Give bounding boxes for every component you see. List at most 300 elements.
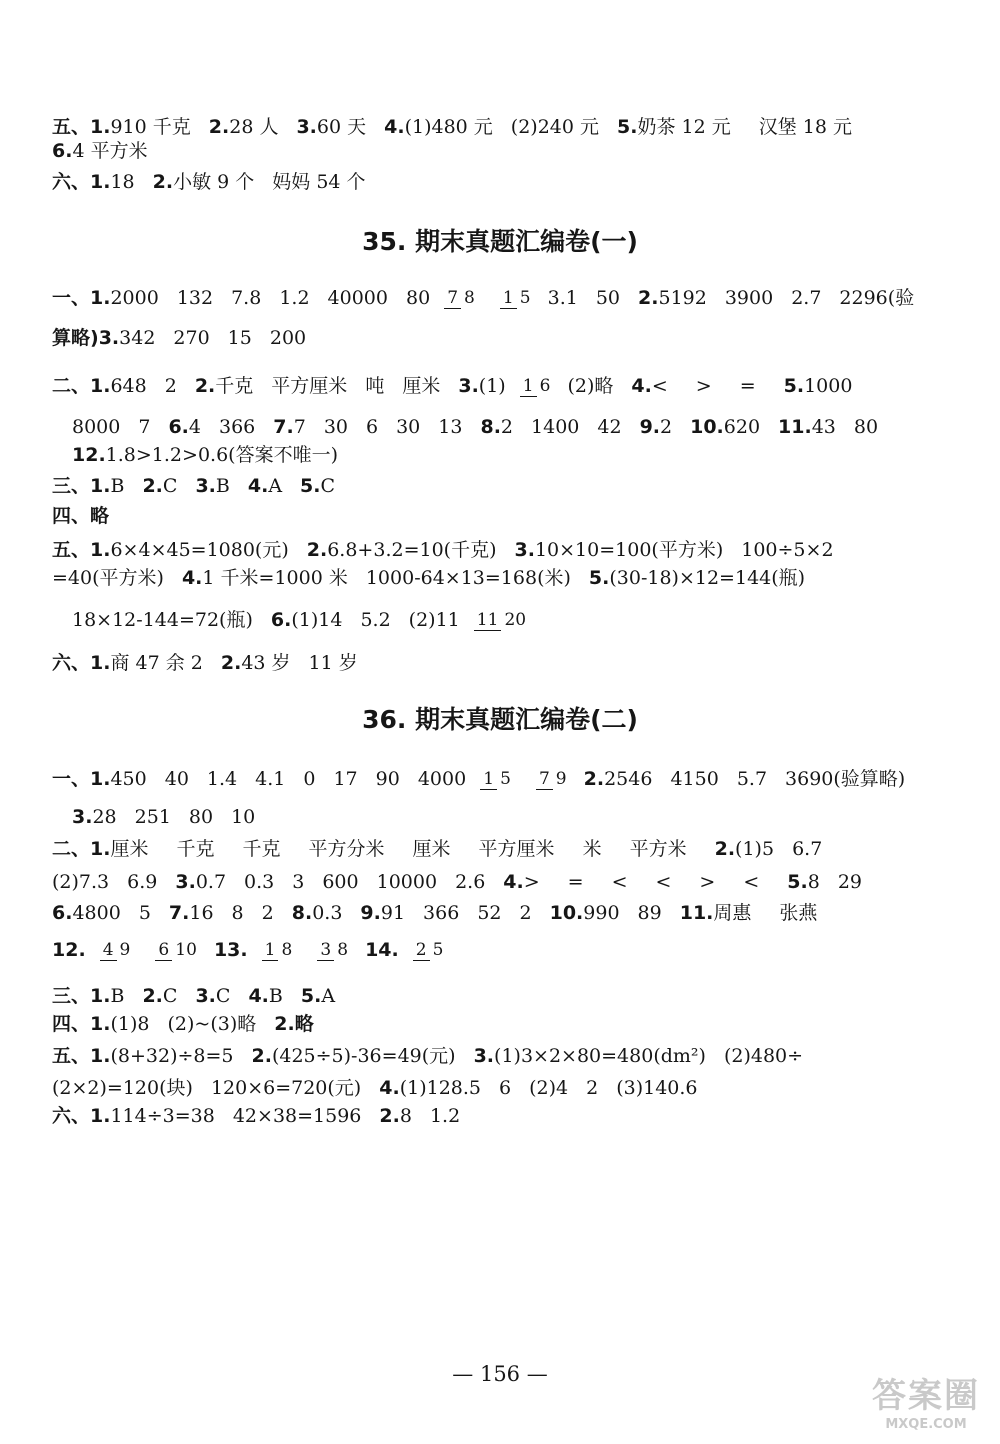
answer: 366 [219, 416, 256, 438]
answer: 270 [173, 327, 210, 349]
answer: 600 [322, 871, 359, 893]
q-num: 1. [90, 1045, 111, 1067]
q-num: 3. [296, 116, 317, 138]
fraction [500, 288, 534, 308]
q-num: 1. [90, 768, 111, 790]
numerator: 1 [480, 769, 497, 790]
answer-line [52, 472, 960, 499]
q-num: 1. [90, 652, 111, 674]
answer: 91 [380, 902, 406, 924]
answer: 6 [499, 1077, 512, 1099]
answer-line [52, 1102, 960, 1129]
answer: 132 [176, 287, 214, 309]
q-num: 4. [384, 116, 405, 138]
answer: 28 人 [229, 116, 279, 138]
answer: 千克 [215, 375, 254, 397]
answer: < [611, 871, 628, 893]
q-num: 2. [251, 1045, 272, 1067]
q-num: 3. [195, 985, 216, 1007]
q-num: 1. [90, 985, 111, 1007]
answer: 90 [375, 768, 400, 790]
denominator: 8 [281, 940, 293, 960]
answer: 小敏 9 个 [173, 171, 255, 193]
q-num: 1. [90, 539, 111, 561]
numerator: 6 [155, 940, 172, 961]
answer: 50 [595, 287, 621, 309]
answer: B [215, 475, 230, 497]
answer: 4.1 [255, 768, 286, 790]
answer: 30 [396, 416, 421, 438]
q-num: 8. [291, 902, 313, 924]
answer: 0.3 [312, 902, 343, 924]
answer: 2 [164, 375, 177, 397]
numerator: 4 [100, 940, 117, 961]
answer-line [52, 982, 960, 1009]
q-num: 7. [168, 902, 190, 924]
denominator: 5 [500, 769, 511, 789]
answer: 6.7 [792, 838, 823, 860]
q-num: 5. [300, 475, 321, 497]
answer: (2×2)=120(块) [52, 1077, 193, 1099]
q-num: 1. [90, 375, 111, 397]
answer: 29 [837, 871, 862, 893]
q-num: 3. [72, 806, 93, 828]
answer: B [110, 475, 125, 497]
answer-line [52, 765, 960, 792]
answer: (8+32)÷8=5 [110, 1045, 234, 1067]
answer: 8 [399, 1105, 412, 1127]
answer-line [52, 372, 960, 399]
answer: 89 [637, 902, 662, 924]
answer: 2 [660, 416, 673, 438]
answer: (1)14 [291, 609, 343, 631]
section-label: 二、 [52, 838, 91, 860]
answer-line [52, 1010, 960, 1037]
numerator: 11 [474, 610, 502, 631]
section-label: 三、 [52, 985, 91, 1007]
answer: 30 [323, 416, 348, 438]
answer: (1)5 [735, 838, 775, 860]
answer: 80 [188, 806, 214, 828]
answer: (2)480÷ [723, 1045, 804, 1067]
q-num: 3. [175, 871, 196, 893]
answer-line [72, 441, 960, 468]
answer: 6.9 [127, 871, 158, 893]
q-num: 4. [379, 1077, 400, 1099]
answer: (1) [478, 375, 506, 397]
answer: (1)480 元 [404, 116, 493, 138]
answer: (30-18)×12=144(瓶) [609, 567, 806, 589]
answer: 0.3 [244, 871, 275, 893]
answer: 厘米 [412, 838, 451, 860]
answer: 6×4×45=1080(元) [110, 539, 289, 561]
answer: 1.2 [429, 1105, 461, 1127]
q-num: 1. [90, 838, 111, 860]
answer: 吨 [365, 375, 385, 397]
answer: C [162, 475, 178, 497]
answer: 5 [138, 902, 151, 924]
numerator: 7 [444, 288, 461, 309]
section-label: 六、 [52, 1105, 91, 1127]
answer: 7.8 [231, 287, 262, 309]
denominator: 9 [555, 769, 567, 789]
answer: 妈妈 54 个 [272, 171, 366, 193]
q-num: 2. [638, 287, 659, 309]
q-num: 1. [90, 475, 111, 497]
answer: 100÷5×2 [741, 539, 834, 561]
answer: A [268, 475, 283, 497]
answer: < [651, 375, 668, 397]
answer: 厘米 [402, 375, 441, 397]
fraction [474, 610, 529, 630]
answer: 商 47 余 2 [110, 652, 203, 674]
q-num: 2. [714, 838, 736, 860]
answer: 千克 [242, 838, 281, 860]
q-num: 1. [90, 1013, 111, 1035]
q-num: 1. [90, 116, 111, 138]
q-num: 5. [783, 375, 805, 397]
answer: 2546 [604, 768, 653, 790]
answer: 120×6=720(元) [210, 1077, 362, 1099]
denominator: 6 [539, 376, 551, 396]
section-title: 35. 期末真题汇编卷(一) [362, 227, 638, 256]
answer-line [52, 502, 960, 529]
answer: 450 [110, 768, 147, 790]
answer: 42 [597, 416, 622, 438]
answer: 990 [583, 902, 620, 924]
answer: (2)~(3)略 [167, 1013, 257, 1035]
q-num: 11. [679, 902, 714, 924]
answer-line [72, 803, 960, 830]
q-num: 12. [52, 939, 86, 961]
denominator: 8 [464, 288, 475, 308]
fraction [520, 376, 554, 396]
answer: 1400 [531, 416, 580, 438]
q-num: 2. [379, 1105, 400, 1127]
q-num: 3. [458, 375, 479, 397]
answer: 10×10=100(平方米) [534, 539, 724, 561]
q-num: 2. [208, 116, 230, 138]
answer: 6 [366, 416, 379, 438]
section-label: 六、 [52, 652, 91, 674]
denominator: 5 [519, 288, 531, 308]
fraction [536, 769, 570, 789]
answer-line [72, 413, 960, 440]
answer: 2 [261, 902, 274, 924]
answer: 3690(验算略) [785, 768, 906, 790]
numerator: 2 [413, 940, 430, 961]
numerator: 1 [500, 288, 517, 309]
answer: 5.7 [736, 768, 768, 790]
answer: 1.4 [206, 768, 238, 790]
answer: 3 [292, 871, 305, 893]
answer: < [743, 871, 760, 893]
q-num: 2. [152, 171, 174, 193]
q-num: 14. [365, 939, 399, 961]
answer: 4 平方米 [72, 140, 148, 162]
answer: 8 [231, 902, 244, 924]
answer: 2.6 [455, 871, 486, 893]
answer: 366 [423, 902, 460, 924]
answer: 80 [405, 287, 431, 309]
q-num: 1. [90, 287, 111, 309]
answer: 2 [500, 416, 514, 438]
answer: C [320, 475, 336, 497]
answer: 平方厘米 [478, 838, 555, 860]
answer: = [567, 871, 584, 893]
answer: 奶茶 12 元 [637, 116, 731, 138]
section-label: 四、 [52, 1013, 91, 1035]
answer: A [321, 985, 336, 1007]
answer: 5.2 [360, 609, 391, 631]
answer: (1)8 [110, 1013, 150, 1035]
q-num: 7. [273, 416, 294, 438]
section-label: 三、 [52, 475, 91, 497]
answer: 42×38=1596 [232, 1105, 362, 1127]
answer: 1.8>1.2>0.6(答案不唯一) [105, 444, 338, 466]
answer: 40 [164, 768, 189, 790]
answer: 620 [723, 416, 761, 438]
answer: > [695, 375, 712, 397]
watermark-text: 答案圈 [872, 1376, 980, 1416]
answer: (2)11 [408, 609, 460, 631]
answer: 40000 [327, 287, 388, 309]
section-label: 二、 [52, 375, 91, 397]
answer: 18×12-144=72(瓶) [72, 609, 253, 631]
q-num: 10. [549, 902, 584, 924]
answer: 4800 [72, 902, 121, 924]
section-title: 36. 期末真题汇编卷(二) [362, 705, 638, 734]
answer-line [52, 284, 960, 311]
answer: 算略) [52, 327, 99, 349]
answer: 千克 [176, 838, 215, 860]
answer-line [52, 936, 960, 963]
answer: 28 [92, 806, 117, 828]
section-label: 一、 [52, 287, 91, 309]
fraction [100, 940, 134, 960]
answer: 8000 [72, 416, 121, 438]
q-num: 2. [306, 539, 328, 561]
answer: C [162, 985, 178, 1007]
q-num: 4. [181, 567, 203, 589]
answer-line [72, 606, 960, 633]
answer: 114÷3=38 [110, 1105, 215, 1127]
answer: 平方米 [629, 838, 687, 860]
answer: 200 [269, 327, 307, 349]
q-num: 4. [631, 375, 652, 397]
answer: = [739, 375, 756, 397]
answer: 0 [303, 768, 316, 790]
answer: 8 [807, 871, 820, 893]
q-num: 3. [98, 327, 120, 349]
q-num: 13. [213, 939, 248, 961]
q-num: 6. [52, 902, 73, 924]
denominator: 8 [337, 940, 349, 960]
denominator: 5 [432, 940, 444, 960]
q-num: 2. [194, 375, 216, 397]
answer: (1)3×2×80=480(dm²) [494, 1045, 706, 1067]
watermark-url: MXQE.COM [885, 1417, 967, 1432]
answer: 11 岁 [308, 652, 358, 674]
answer: 60 天 [316, 116, 367, 138]
answer-line [52, 168, 960, 195]
section-label: 五、 [52, 116, 91, 138]
q-num: 9. [639, 416, 661, 438]
answer: 648 [110, 375, 147, 397]
answer: 厘米 [110, 838, 149, 860]
answer: 10000 [376, 871, 438, 893]
answer: B [268, 985, 283, 1007]
answer: 10 [231, 806, 256, 828]
answer: 4150 [670, 768, 719, 790]
answer: 52 [477, 902, 502, 924]
answer: 43 [811, 416, 836, 438]
q-num: 5. [300, 985, 322, 1007]
answer: 910 千克 [110, 116, 191, 138]
answer: 平方分米 [308, 838, 385, 860]
denominator: 9 [119, 940, 131, 960]
section-label: 五、 [52, 1045, 91, 1067]
answer: 张燕 [779, 902, 818, 924]
answer: 7 [138, 416, 151, 438]
answer-line [52, 835, 960, 862]
answer: C [215, 985, 231, 1007]
answer-line [52, 536, 960, 563]
answer: 1000-64×13=168(米) [365, 567, 571, 589]
answer: 17 [333, 768, 358, 790]
answer-line [52, 1074, 960, 1101]
q-num: 2. [142, 985, 163, 1007]
q-num: 6. [168, 416, 189, 438]
answer: 342 [119, 327, 156, 349]
q-num: 1. [90, 171, 111, 193]
answer: (2)4 [529, 1077, 569, 1099]
fraction [413, 940, 447, 960]
answer-line [52, 113, 960, 140]
answer: (2)7.3 [52, 871, 110, 893]
q-num: 2. [274, 1013, 295, 1035]
watermark-logo [866, 1368, 986, 1432]
answer-line [52, 868, 960, 895]
answer: 汉堡 18 元 [758, 116, 852, 138]
fraction [262, 940, 296, 960]
q-num: 12. [72, 444, 106, 466]
answer-line [52, 1042, 960, 1069]
fraction [317, 940, 351, 960]
answer: 2 [586, 1077, 599, 1099]
answer-line [52, 564, 960, 591]
q-num: 2. [142, 475, 163, 497]
q-num: 1. [90, 1105, 111, 1127]
numerator: 1 [262, 940, 279, 961]
answer: 周惠 [713, 902, 752, 924]
answer: 平方厘米 [271, 375, 348, 397]
answer: 13 [438, 416, 463, 438]
q-num: 2. [583, 768, 605, 790]
answer: 1000 [804, 375, 853, 397]
answer: 0.7 [195, 871, 227, 893]
answer: (2)略 [567, 375, 614, 397]
answer: 2000 [110, 287, 159, 309]
answer-line [52, 324, 960, 351]
answer: (2)240 元 [510, 116, 600, 138]
q-num: 6. [270, 609, 292, 631]
answer: 80 [853, 416, 879, 438]
answer: 略 [90, 505, 110, 527]
section-label: 六、 [52, 171, 91, 193]
section-label: 四、 [52, 505, 91, 527]
q-num: 3. [514, 539, 535, 561]
answer: (1)128.5 [399, 1077, 481, 1099]
answer: 15 [227, 327, 252, 349]
fraction [444, 288, 478, 308]
answer: 2.7 [791, 287, 822, 309]
answer: 16 [189, 902, 214, 924]
answer: 2 [519, 902, 532, 924]
answer: (425÷5)-36=49(元) [271, 1045, 456, 1067]
answer-line [52, 899, 960, 926]
q-num: 11. [778, 416, 812, 438]
answer: B [110, 985, 125, 1007]
answer: 1 千米=1000 米 [202, 567, 348, 589]
answer: 米 [582, 838, 602, 860]
q-num: 8. [480, 416, 501, 438]
answer: 4000 [417, 768, 467, 790]
answer-line [52, 137, 960, 164]
q-num: 3. [195, 475, 216, 497]
q-num: 10. [690, 416, 724, 438]
q-num: 5. [787, 871, 808, 893]
answer: 7 [293, 416, 306, 438]
q-num: 5. [617, 116, 638, 138]
q-num: 4. [503, 871, 524, 893]
q-num: 9. [360, 902, 381, 924]
answer: > [699, 871, 716, 893]
answer: 3900 [724, 287, 774, 309]
q-num: 5. [588, 567, 610, 589]
section-label: 五、 [52, 539, 91, 561]
fraction [480, 769, 514, 789]
answer-line [52, 649, 960, 676]
answer: (3)140.6 [616, 1077, 698, 1099]
answer: 3.1 [547, 287, 578, 309]
answer: 18 [110, 171, 135, 193]
answer: 43 岁 [241, 652, 291, 674]
answer: 4 [188, 416, 201, 438]
answer: =40(平方米) [52, 567, 164, 589]
section-label: 一、 [52, 768, 91, 790]
answer: 251 [134, 806, 171, 828]
answer: 6.8+3.2=10(千克) [327, 539, 497, 561]
fraction [155, 940, 199, 960]
q-num: 2. [220, 652, 242, 674]
numerator: 3 [317, 940, 334, 961]
numerator: 7 [536, 769, 553, 790]
denominator: 10 [175, 940, 197, 960]
q-num: 4. [248, 985, 269, 1007]
denominator: 20 [504, 610, 527, 630]
answer: 略 [294, 1013, 314, 1035]
q-num: 4. [247, 475, 269, 497]
answer: 5192 [658, 287, 707, 309]
answer: 1.2 [279, 287, 310, 309]
answer: > [523, 871, 540, 893]
page-number: — 156 — [452, 1362, 548, 1386]
answer: < [655, 871, 672, 893]
answer: 2296(验 [839, 287, 915, 309]
numerator: 1 [520, 376, 537, 397]
q-num: 3. [473, 1045, 495, 1067]
